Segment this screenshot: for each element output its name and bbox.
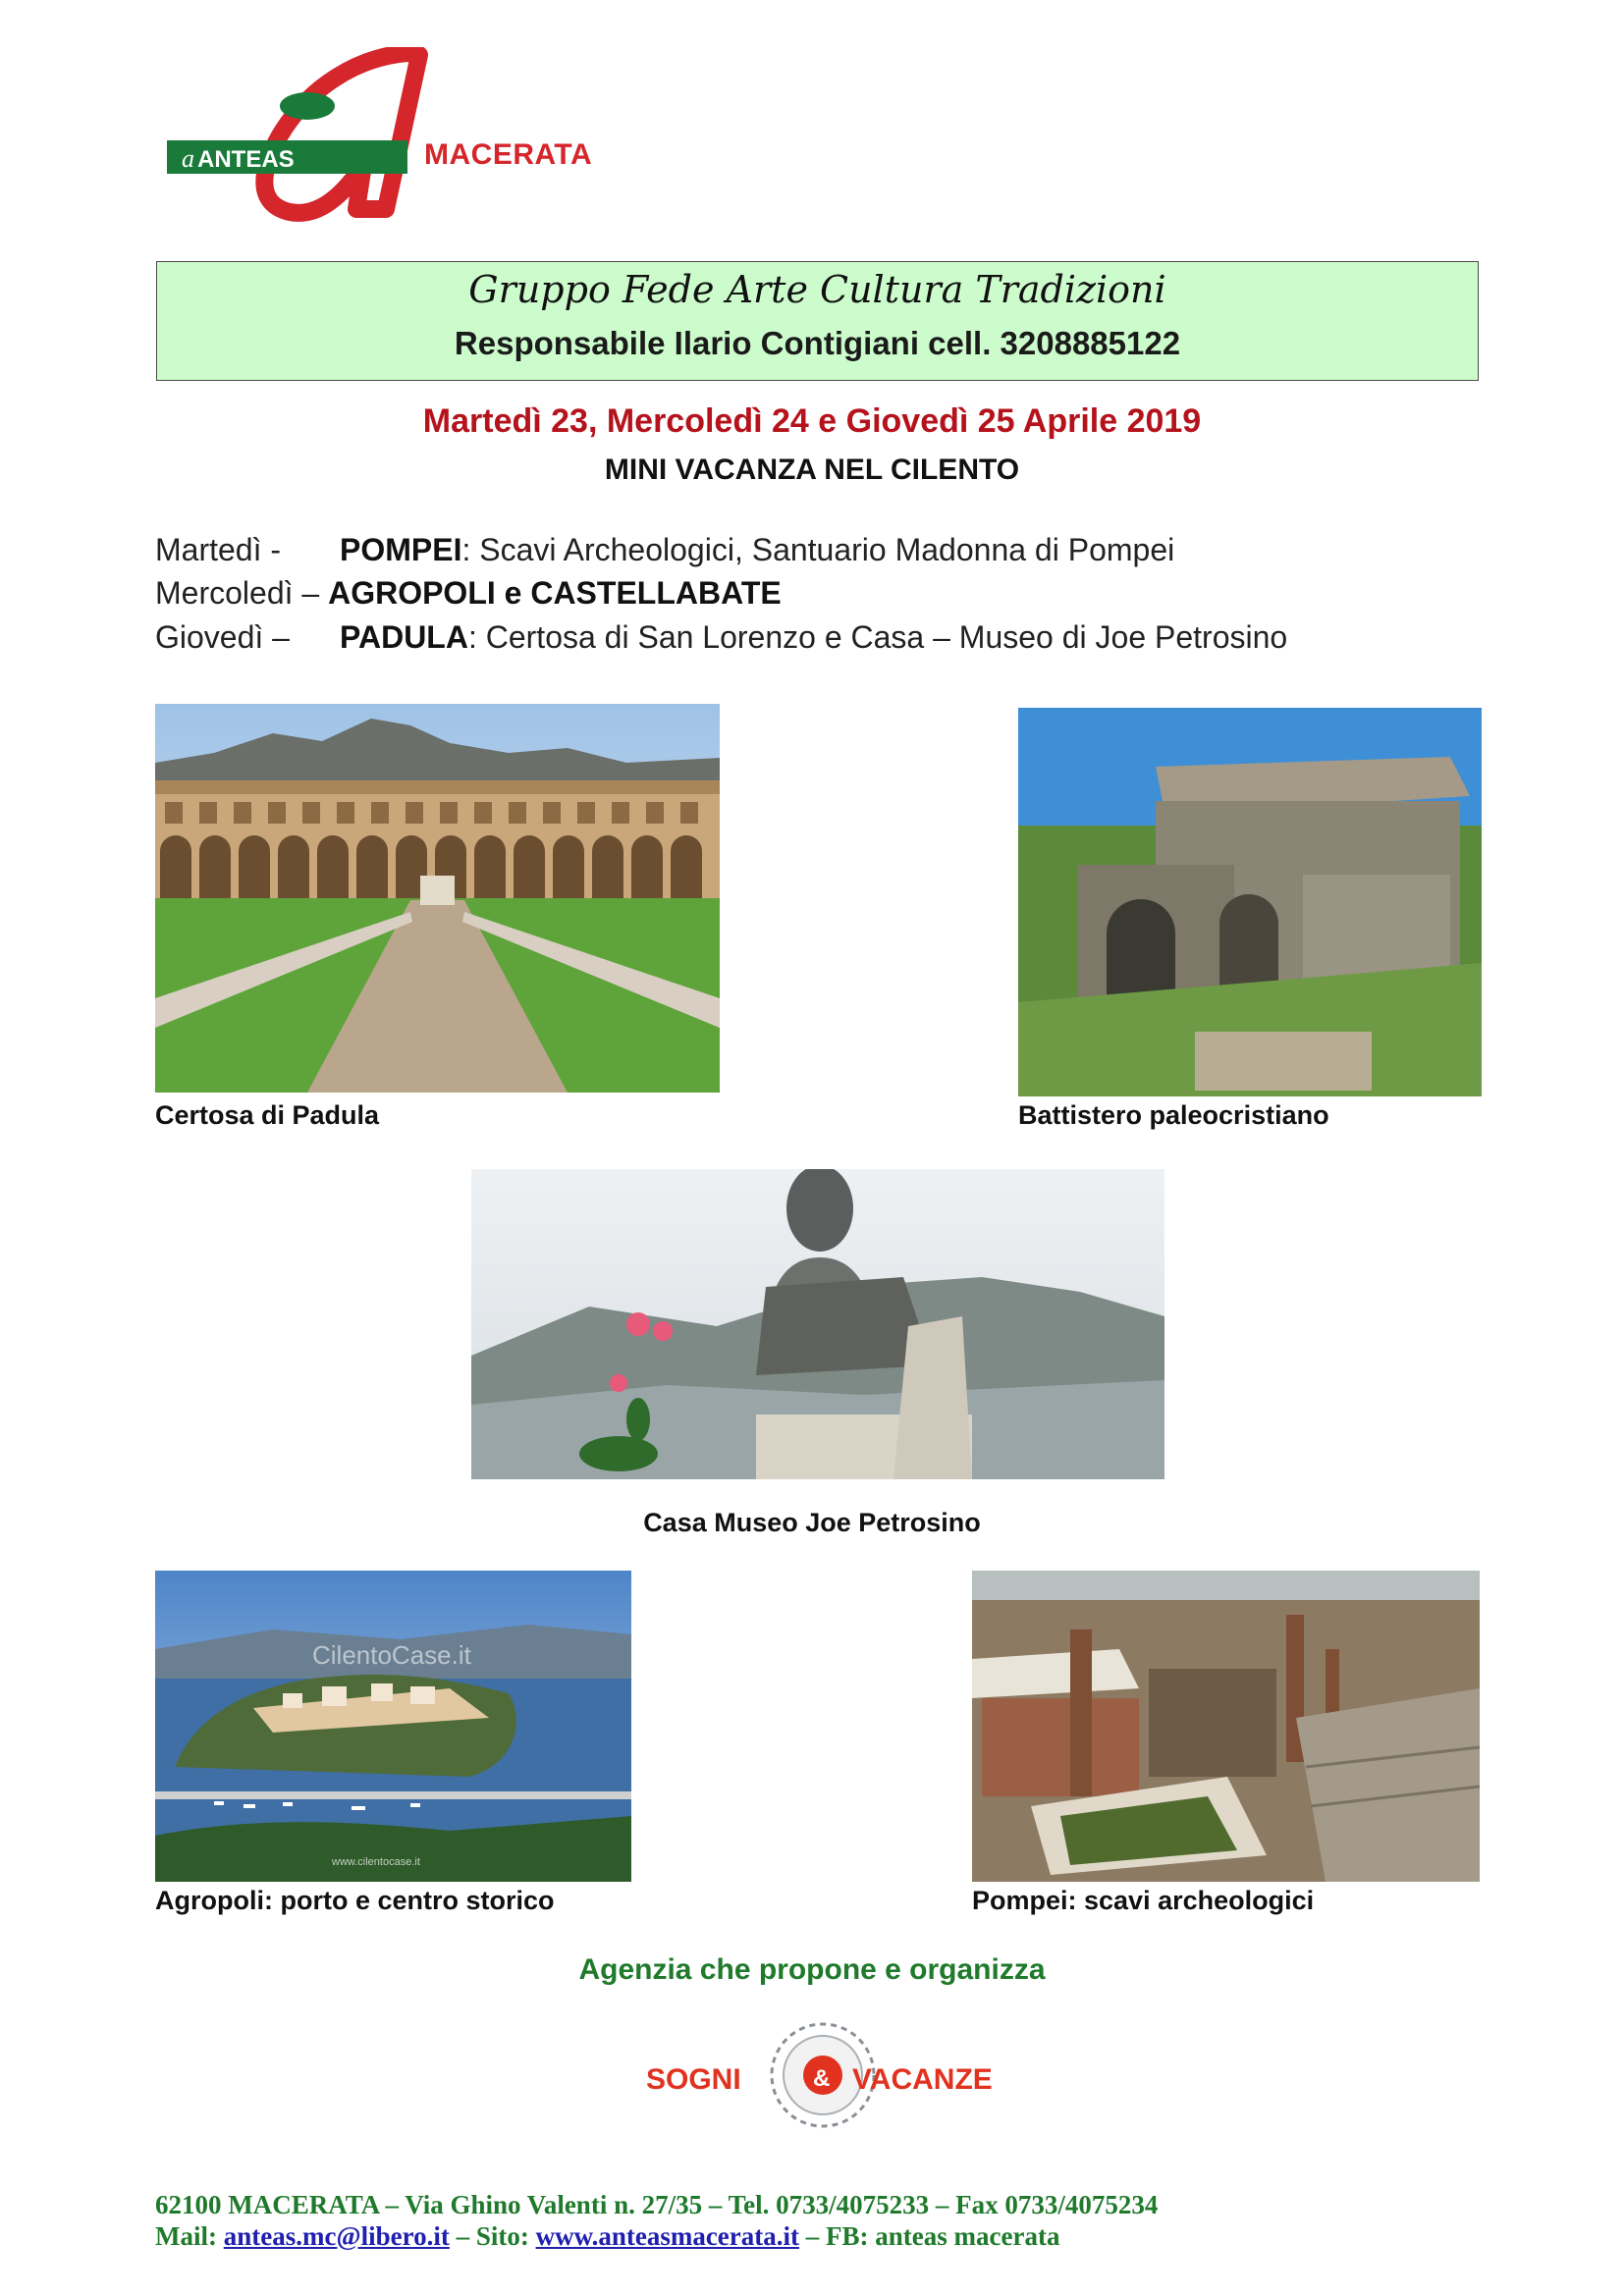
caption-agropoli: Agropoli: porto e centro storico xyxy=(155,1886,555,1915)
agency-logo-right: VACANZE xyxy=(852,2063,993,2096)
photo-agropoli xyxy=(155,1571,631,1882)
agropoli-watermark: CilentoCase.it xyxy=(312,1640,471,1670)
anteas-logo xyxy=(162,47,623,224)
photo-pompei xyxy=(972,1571,1480,1882)
footer-mail-label: Mail: xyxy=(155,2221,217,2251)
logo-text-a: a xyxy=(182,144,194,173)
footer-mail-link[interactable]: anteas.mc@libero.it xyxy=(223,2221,450,2251)
footer-contacts xyxy=(155,2221,1059,2252)
footer-site-link[interactable]: www.anteasmacerata.it xyxy=(535,2221,800,2251)
caption-certosa: Certosa di Padula xyxy=(155,1100,380,1130)
itinerary-place: AGROPOLI e CASTELLABATE xyxy=(328,575,782,611)
photo-battistero xyxy=(1018,708,1482,1096)
photo-certosa xyxy=(155,704,720,1093)
agropoli-watermark-small: www.cilentocase.it xyxy=(332,1856,420,1868)
caption-petrosino: Casa Museo Joe Petrosino xyxy=(643,1508,981,1537)
caption-battistero: Battistero paleocristiano xyxy=(1018,1100,1329,1130)
footer-site-label: – Sito: xyxy=(456,2221,529,2251)
agency-logo-left: SOGNI xyxy=(646,2063,741,2096)
itinerary-line-3 xyxy=(155,619,1287,656)
itinerary-day: Mercoledì – xyxy=(155,575,320,611)
itinerary-day: Martedì - xyxy=(155,532,282,567)
itinerary-place: POMPEI xyxy=(340,532,462,567)
caption-pompei: Pompei: scavi archeologici xyxy=(972,1886,1315,1915)
footer-address: 62100 MACERATA – Via Ghino Valenti n. 27/35 – Tel. 0733/4075233 – Fax 0733/4075234 xyxy=(155,2190,1159,2219)
agency-label: Agenzia che propone e organizza xyxy=(578,1953,1046,1986)
group-box xyxy=(156,261,1479,381)
agency-logo xyxy=(643,2014,997,2137)
itinerary-details: : Certosa di San Lorenzo e Casa – Museo di Joe Petrosino xyxy=(467,619,1288,655)
group-title: Gruppo Fede Arte Cultura Tradizioni xyxy=(468,268,1166,311)
event-dates: Martedì 23, Mercoledì 24 e Giovedì 25 Aprile 2019 xyxy=(422,402,1202,440)
itinerary-line-1 xyxy=(155,532,1174,568)
anteas-a-icon xyxy=(162,47,457,224)
agency-logo-amp: & xyxy=(813,2065,831,2092)
logo-text: ANTEAS xyxy=(197,146,295,173)
itinerary-place: PADULA xyxy=(340,619,468,655)
itinerary-day: Giovedì – xyxy=(155,619,290,655)
photo-petrosino xyxy=(471,1169,1164,1479)
event-subtitle: MINI VACANZA NEL CILENTO xyxy=(604,454,1020,486)
itinerary-line-2 xyxy=(155,575,782,612)
itinerary-details: : Scavi Archeologici, Santuario Madonna di Pompei xyxy=(461,532,1175,567)
logo-location: MACERATA xyxy=(424,138,593,171)
group-responsible: Responsabile Ilario Contigiani cell. 3208885122 xyxy=(454,325,1181,361)
footer-fb: – FB: anteas macerata xyxy=(805,2221,1060,2251)
